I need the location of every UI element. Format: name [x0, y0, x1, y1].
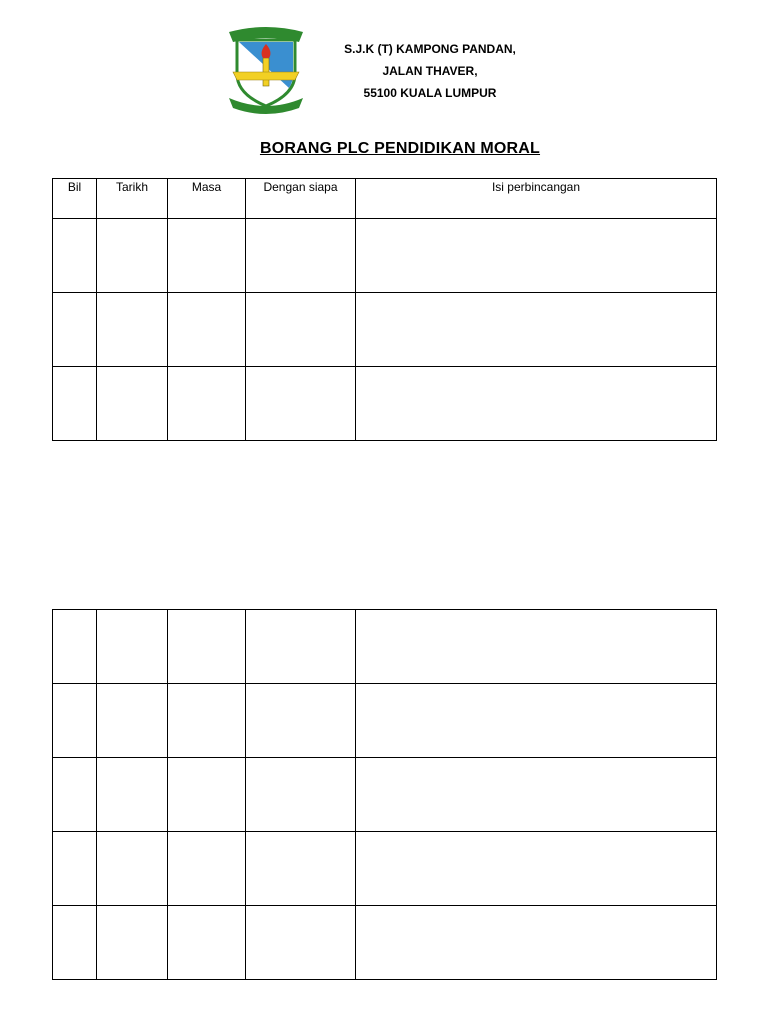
cell-dengan-siapa[interactable] [246, 367, 356, 441]
cell-tarikh[interactable] [97, 758, 168, 832]
cell-bil[interactable] [53, 219, 97, 293]
cell-masa[interactable] [168, 906, 246, 980]
plc-record-table-1 [52, 178, 717, 441]
cell-masa[interactable] [168, 832, 246, 906]
cell-masa[interactable] [168, 219, 246, 293]
table-row [53, 219, 717, 293]
column-header-masa: Masa [168, 179, 246, 219]
school-address-line: JALAN THAVER, [382, 64, 478, 78]
cell-isi-perbincangan[interactable] [356, 906, 717, 980]
table-row [53, 832, 717, 906]
cell-masa[interactable] [168, 684, 246, 758]
cell-bil[interactable] [53, 832, 97, 906]
cell-bil[interactable] [53, 610, 97, 684]
table-row [53, 610, 717, 684]
cell-dengan-siapa[interactable] [246, 610, 356, 684]
cell-dengan-siapa[interactable] [246, 293, 356, 367]
table-row [53, 906, 717, 980]
column-header-bil: Bil [53, 179, 97, 219]
cell-bil[interactable] [53, 684, 97, 758]
cell-tarikh[interactable] [97, 293, 168, 367]
cell-masa[interactable] [168, 367, 246, 441]
cell-masa[interactable] [168, 293, 246, 367]
cell-tarikh[interactable] [97, 684, 168, 758]
cell-masa[interactable] [168, 610, 246, 684]
cell-dengan-siapa[interactable] [246, 832, 356, 906]
school-name-line: S.J.K (T) KAMPONG PANDAN, [344, 42, 516, 56]
school-crest-logo [225, 22, 307, 114]
school-postcode-line: 55100 KUALA LUMPUR [363, 86, 497, 100]
table-header-row [53, 179, 717, 219]
cell-tarikh[interactable] [97, 219, 168, 293]
cell-masa[interactable] [168, 758, 246, 832]
cell-dengan-siapa[interactable] [246, 758, 356, 832]
cell-isi-perbincangan[interactable] [356, 758, 717, 832]
cell-bil[interactable] [53, 293, 97, 367]
cell-tarikh[interactable] [97, 832, 168, 906]
cell-isi-perbincangan[interactable] [356, 367, 717, 441]
column-header-isi-perbincangan: Isi perbincangan [356, 179, 717, 219]
table-row [53, 684, 717, 758]
plc-record-table-2 [52, 609, 717, 980]
cell-dengan-siapa[interactable] [246, 684, 356, 758]
cell-bil[interactable] [53, 906, 97, 980]
cell-tarikh[interactable] [97, 610, 168, 684]
cell-isi-perbincangan[interactable] [356, 684, 717, 758]
cell-isi-perbincangan[interactable] [356, 832, 717, 906]
cell-dengan-siapa[interactable] [246, 219, 356, 293]
column-header-dengan-siapa: Dengan siapa [246, 179, 356, 219]
table-row [53, 758, 717, 832]
cell-isi-perbincangan[interactable] [356, 219, 717, 293]
form-title: BORANG PLC PENDIDIKAN MORAL [259, 140, 541, 157]
cell-dengan-siapa[interactable] [246, 906, 356, 980]
table-row [53, 367, 717, 441]
cell-isi-perbincangan[interactable] [356, 610, 717, 684]
cell-tarikh[interactable] [97, 367, 168, 441]
table-row [53, 293, 717, 367]
cell-isi-perbincangan[interactable] [356, 293, 717, 367]
column-header-tarikh: Tarikh [97, 179, 168, 219]
cell-tarikh[interactable] [97, 906, 168, 980]
cell-bil[interactable] [53, 367, 97, 441]
cell-bil[interactable] [53, 758, 97, 832]
